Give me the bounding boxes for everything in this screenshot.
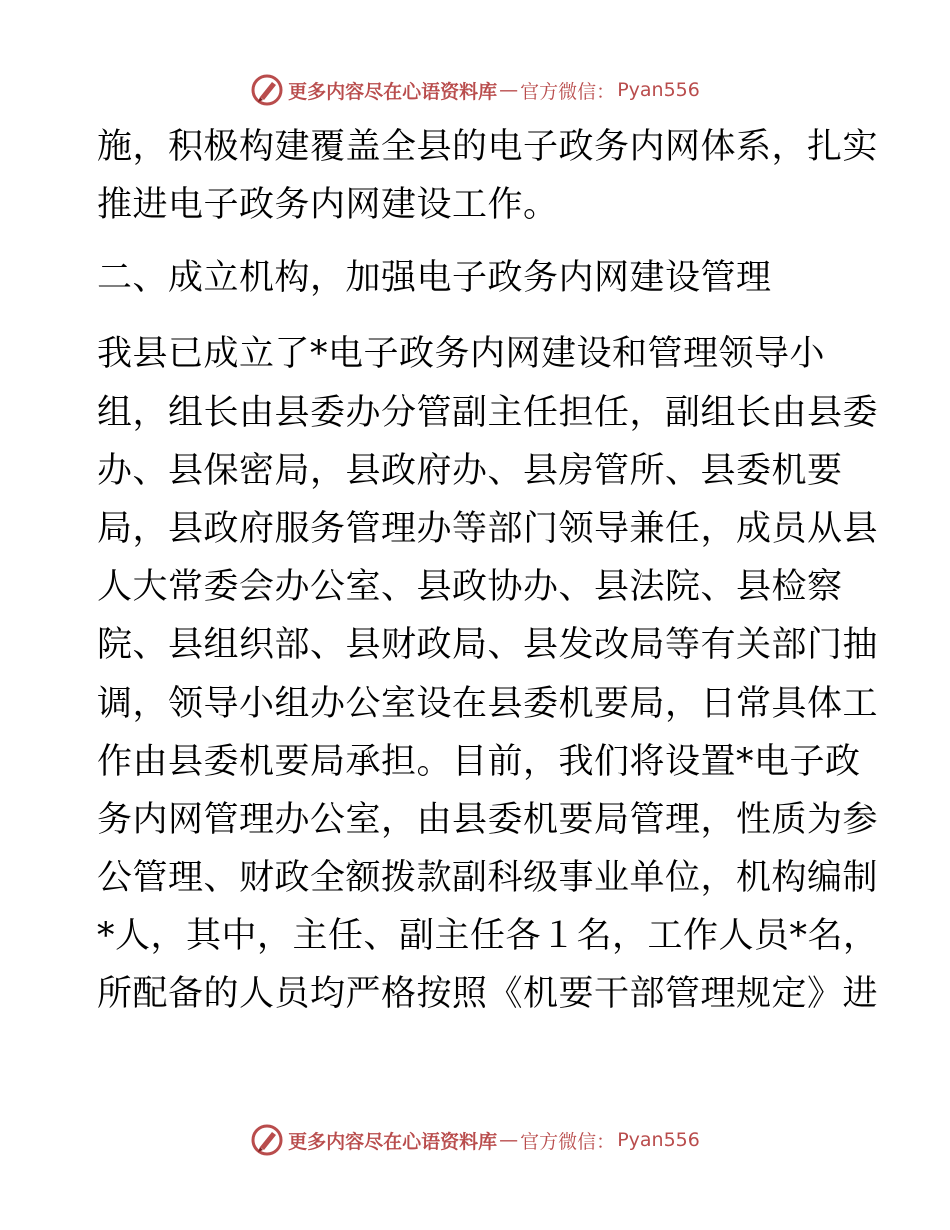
text-line: 公管理、财政全额拨款副科级事业单位，机构编制 [97,858,879,899]
watermark-handle: Pyan556 [617,1129,700,1151]
text-line: 作由县委机要局承担。目前，我们将设置*电子政 [97,741,861,782]
text-line: 推进电子政务内网建设工作。 [97,185,559,226]
section-heading: 二、成立机构，加强电子政务内网建设管理 [97,258,772,299]
text-line: 我县已成立了*电子政务内网建设和管理领导小 [97,334,826,375]
watermark-separator: — [499,79,519,101]
text-line: 局，县政府服务管理办等部门领导兼任，成员从县 [97,508,879,549]
text-line: 院、县组织部、县财政局、县发改局等有关部门抽 [97,625,879,666]
pen-logo-icon [250,73,284,107]
pen-logo-icon [250,1123,284,1157]
text-line: 调，领导小组办公室设在县委机要局，日常具体工 [97,683,879,724]
watermark-brand: 更多内容尽在心语资料库 [288,80,498,103]
text-line: 所配备的人员均严格按照《机要干部管理规定》进 [97,974,879,1015]
document-body [97,118,879,1024]
watermark-wechat-label: 官方微信： [520,1130,616,1153]
text-line: *人，其中，主任、副主任各１名，工作人员*名， [97,916,879,957]
watermark-separator: — [499,1129,519,1151]
text-line: 组，组长由县委办分管副主任担任，副组长由县委 [97,392,879,433]
text-line: 务内网管理办公室，由县委机要局管理，性质为参 [97,799,879,840]
watermark-footer [0,1120,950,1160]
watermark-wechat-label: 官方微信： [520,80,616,103]
text-line: 办、县保密局，县政府办、县房管所、县委机要 [97,450,843,491]
watermark-brand: 更多内容尽在心语资料库 [288,1130,498,1153]
text-line: 人大常委会办公室、县政协办、县法院、县检察 [97,567,843,608]
watermark-header [0,70,950,110]
text-line: 施，积极构建覆盖全县的电子政务内网体系，扎实 [97,127,879,167]
watermark-handle: Pyan556 [617,79,700,101]
